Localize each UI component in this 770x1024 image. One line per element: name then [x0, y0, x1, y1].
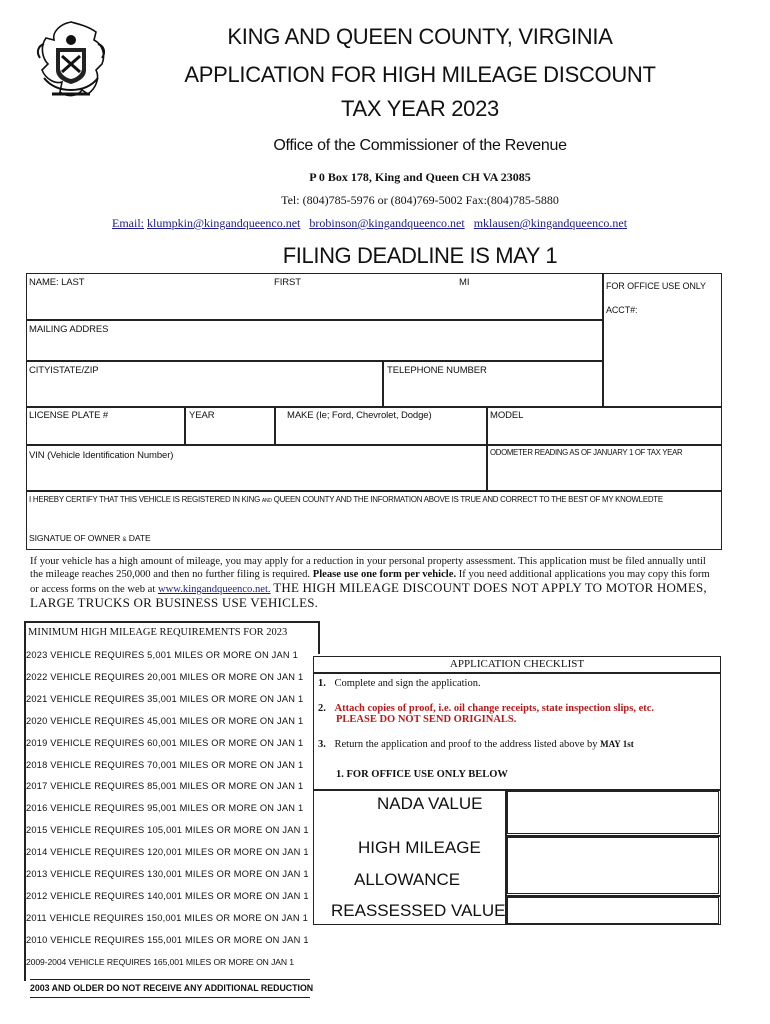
nada-value-field[interactable]: [507, 791, 719, 834]
requirement-row: 2013 VEHICLE REQUIRES 130,001 MILES OR MORE ON JAN 1: [26, 869, 309, 879]
requirement-row: 2023 VEHICLE REQUIRES 5,001 MILES OR MORE ON JAN 1: [26, 650, 298, 660]
label-model: MODEL: [490, 410, 524, 421]
label-vin: VIN (Vehicle Identification Number): [29, 450, 174, 461]
reassessed-value-label: REASSESSED VALUE: [331, 901, 506, 920]
requirement-row: 2014 VEHICLE REQUIRES 120,001 MILES OR MORE ON JAN 1: [26, 847, 309, 858]
requirement-row: 2017 VEHICLE REQUIRES 85,001 MILES OR MORE ON JAN 1: [26, 781, 304, 792]
allowance-label: ALLOWANCE: [354, 870, 461, 889]
label-telephone: TELEPHONE NUMBER: [387, 365, 487, 376]
email-link-3[interactable]: mklausen@kingandqueenco.net: [473, 216, 628, 230]
requirement-row: 2020 VEHICLE REQUIRES 45,001 MILES OR MORE ON JAN 1: [26, 715, 304, 726]
county-seal-logo: [32, 18, 110, 104]
label-acct: ACCT#:: [606, 305, 638, 315]
label-make: MAKE (Ie; Ford, Chevrolet, Dodge): [287, 410, 432, 421]
nada-value-label: NADA VALUE: [377, 794, 483, 813]
instructions-paragraph: If your vehicle has a high amount of mileage, you may apply for a reduction in your personal property assessment. This application must be filed annually until the mileage reaches 250,000 and then no further filing is required. Please use one form per vehicle. If you need additional applications you may copy this form or access forms on the web at www.kingandqueenco.net. THE HIGH MILEAGE DISCOUNT DOES NOT APPLY TO MOTOR HOMES, LARGE TRUCKS OR BUSINESS USE VEHICLES.: [30, 556, 710, 610]
requirement-row: 2015 VEHICLE REQUIRES 105,001 MILES OR MORE ON JAN 1: [26, 825, 309, 836]
label-name-last: NAME: LAST: [29, 277, 85, 288]
office-use-below: 1. FOR OFFICE USE ONLY BELOW: [336, 769, 508, 780]
email-line: [112, 216, 712, 231]
email-label: Email:: [112, 216, 144, 230]
signature-label: SIGNATUE OF OWNER & DATE: [29, 533, 151, 543]
reassessed-value-field[interactable]: [507, 897, 719, 924]
requirement-row: 2022 VEHICLE REQUIRES 20,001 MILES OR MORE ON JAN 1: [26, 671, 304, 682]
requirement-row: 2009-2004 VEHICLE REQUIRES 165,001 MILES OR MORE ON JAN 1: [26, 956, 294, 967]
requirement-row: 2018 VEHICLE REQUIRES 70,001 MILES OR MORE ON JAN 1: [26, 759, 304, 770]
label-first: FIRST: [274, 277, 301, 288]
office-name: Office of the Commissioner of the Revenue: [273, 137, 567, 154]
requirement-row: 2021 VEHICLE REQUIRES 35,001 MILES OR MORE ON JAN 1: [26, 693, 304, 704]
mailing-address-field[interactable]: [26, 319, 604, 362]
requirements-top-rule: [24, 621, 318, 623]
requirements-footer: 2003 AND OLDER DO NOT RECEIVE ANY ADDITIONAL REDUCTION: [30, 979, 310, 998]
website-link[interactable]: www.kingandqueenco.net.: [157, 584, 271, 595]
requirement-row: 2011 VEHICLE REQUIRES 150,001 MILES OR MORE ON JAN 1: [26, 912, 309, 923]
office-address: P 0 Box 178, King and Queen CH VA 23085: [309, 170, 531, 184]
label-office-use: FOR OFFICE USE ONLY: [606, 281, 706, 291]
label-mi: MI: [459, 277, 470, 288]
label-year: YEAR: [189, 410, 215, 421]
title-application: APPLICATION FOR HIGH MILEAGE DISCOUNT: [184, 62, 656, 87]
office-phones: Tel: (804)785-5976 or (804)769-5002 Fax:(804)785-5880: [281, 193, 559, 207]
label-odometer: ODOMETER READING AS OF JANUARY 1 OF TAX YEAR: [490, 448, 683, 457]
filing-deadline: FILING DEADLINE IS MAY 1: [282, 243, 558, 268]
checklist-item-1: 1. Complete and sign the application.: [318, 678, 481, 689]
requirement-row: 2016 VEHICLE REQUIRES 95,001 MILES OR MORE ON JAN 1: [26, 803, 304, 814]
high-mileage-allowance-field[interactable]: [507, 837, 719, 894]
office-use-box: [602, 273, 722, 408]
email-link-2[interactable]: brobinson@kingandqueenco.net: [309, 216, 465, 230]
name-field[interactable]: [26, 273, 604, 321]
checklist-item-3: 3. Return the application and proof to the address listed above by MAY 1st: [318, 739, 634, 750]
requirement-row: 2019 VEHICLE REQUIRES 60,001 MILES OR MORE ON JAN 1: [26, 737, 304, 748]
title-county: KING AND QUEEN COUNTY, VIRGINIA: [227, 24, 613, 49]
email-link-1[interactable]: klumpkin@kingandqueenco.net: [147, 216, 301, 230]
requirement-row: 2012 VEHICLE REQUIRES 140,001 MILES OR MORE ON JAN 1: [26, 890, 309, 901]
label-mailing: MAILING ADDRES: [29, 324, 109, 335]
checklist-title: APPLICATION CHECKLIST: [449, 658, 585, 670]
label-license: LICENSE PLATE #: [29, 410, 109, 421]
checklist-item-2: 2. Attach copies of proof, i.e. oil change receipts, state inspection slips, etc. PLEASE DO NOT SEND ORIGINALS.: [318, 703, 655, 725]
requirements-title: MINIMUM HIGH MILEAGE REQUIREMENTS FOR 2023: [28, 627, 288, 638]
certification-text: I HEREBY CERTIFY THAT THIS VEHICLE IS REGISTERED IN KING AND QUEEN COUNTY AND THE INFORMATION ABOVE IS TRUE AND CORRECT TO THE BEST OF MY KNOWLEDTE: [29, 495, 663, 504]
label-city: CITYISTATE/ZIP: [29, 365, 99, 376]
requirements-right-rule: [318, 621, 320, 654]
high-mileage-label: HIGH MILEAGE: [358, 838, 481, 857]
title-tax-year: TAX YEAR 2023: [341, 96, 499, 121]
requirement-row: 2010 VEHICLE REQUIRES 155,001 MILES OR MORE ON JAN 1: [26, 934, 309, 945]
checklist-title-rule: [313, 672, 721, 674]
